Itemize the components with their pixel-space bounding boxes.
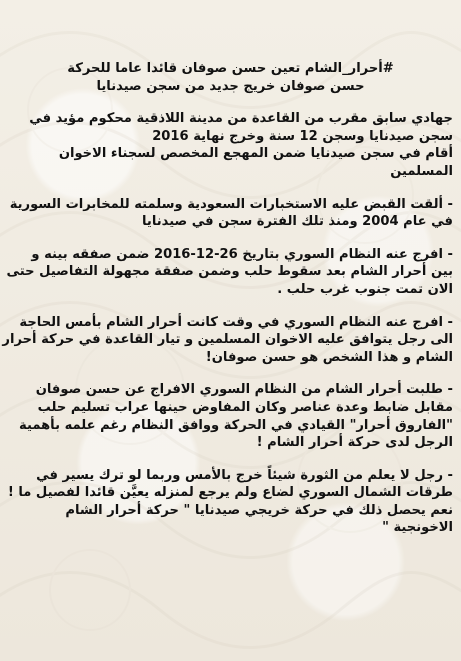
paragraph-6: [8, 381, 453, 451]
paragraph-2-line-2: سجن صيدنايا وسجن 12 سنة وخرج نهاية 2016: [152, 128, 453, 144]
paragraph-7: [8, 467, 453, 537]
paragraph-7-line-1: - رجل لا يعلم من الثورة شيئاً خرج بالأمس وربما لو ترك يسير في: [36, 467, 453, 483]
article-text: [2, 60, 453, 552]
paragraph-6-line-1: - طلبت أحرار الشام من النظام السوري الافراج عن حسن صوفان: [35, 382, 453, 398]
paragraph-3-line-1: - ألقت القبض عليه الاستخبارات السعودية وسلمته للمخابرات السورية: [9, 196, 453, 212]
paragraph-5-line-1: - افرج عنه النظام السوري في وقت كانت أحرار الشام بأمس الحاجة: [19, 314, 453, 330]
paragraph-4-line-2: بين أحرار الشام بعد سقوط حلب وضمن صفقة مجهولة التفاصيل حتى: [6, 264, 453, 280]
paragraph-7-line-4: الاخونجية ": [382, 520, 453, 536]
paragraph-6-line-2: مقابل ضابط وعدة عناصر وكان المفاوض حينها عراب تسليم حلب: [37, 399, 453, 415]
paragraph-1: [8, 60, 453, 95]
paragraph-7-line-3: نعم يحصل ذلك في حركة خريجي صيدنايا " حركة أحرار الشام: [65, 502, 453, 518]
subheadline-line: حسن صوفان خريج جديد من سجن صيدنايا: [96, 78, 365, 94]
paragraph-4-line-1: - افرج عنه النظام السوري بتاريخ 26-12-2016 ضمن صفقه بينه و: [31, 246, 453, 262]
paragraph-2-line-3: أقام في سجن صيدنايا ضمن المهجع المخصص لسجناء الاخوان: [58, 146, 453, 162]
paragraph-5: [2, 314, 453, 367]
paragraph-6-line-4: الرجل لدى حركة أحرار الشام !: [256, 435, 453, 451]
paragraph-2-line-4: المسلمين: [390, 163, 453, 179]
paragraph-2: [8, 110, 453, 180]
paragraph-6-line-3: "الفاروق أحرار" القيادي في الحركة ووافق النظام رغم علمه بأهمية: [19, 417, 453, 433]
paragraph-5-line-3: الشام و هذا الشخص هو حسن صوفان!: [205, 349, 453, 365]
paragraph-4: [8, 246, 453, 299]
paragraph-3: [8, 196, 453, 231]
paragraph-4-line-3: الان تمت جنوب غرب حلب .: [277, 281, 453, 297]
paragraph-2-line-1: جهادي سابق مقرب من القاعدة من مدينة اللاذقية محكوم مؤيد في: [29, 111, 453, 127]
paragraph-7-line-2: طرقات الشمال السوري لضاع ولم يرجع لمنزله يعيَّن قائدا لفصيل ما !: [7, 485, 453, 501]
headline-line: #أحرار_الشام تعين حسن صوفان قائدا عاما للحركة: [67, 61, 394, 76]
paragraph-5-line-2: الى رجل يتوافق عليه الاخوان المسلمين و تيار القاعدة في حركة أحرار: [2, 332, 453, 348]
paragraph-3-line-2: في عام 2004 ومنذ تلك الفترة سجن في صيدنايا: [141, 214, 453, 230]
